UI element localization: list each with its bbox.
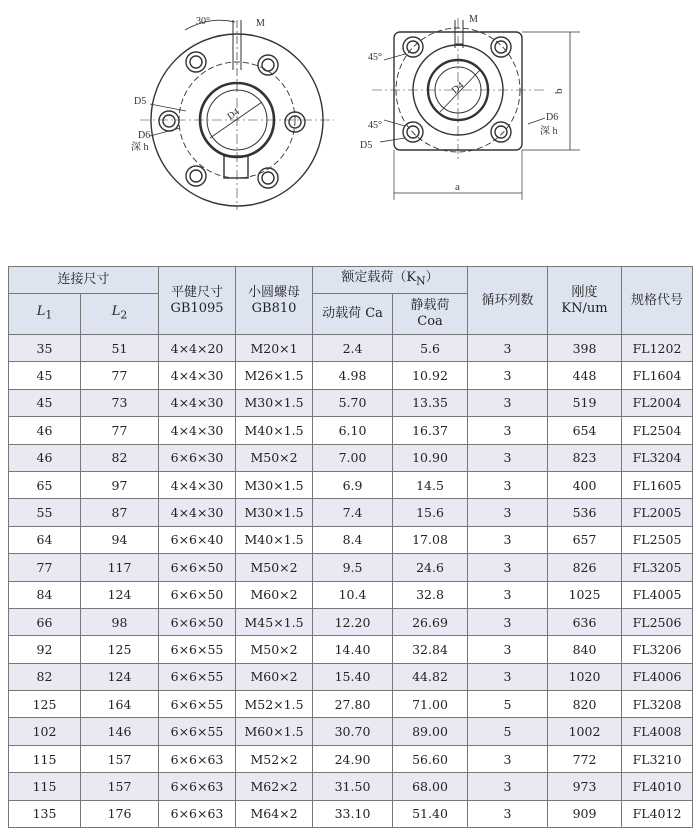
label-d4-left: D4 — [225, 106, 242, 123]
header-l1: $L_1$ — [9, 294, 81, 335]
cell-nut: M60×1.5 — [236, 718, 313, 745]
cell-l2: 125 — [81, 636, 159, 663]
cell-model-code: FL1604 — [622, 362, 693, 389]
cell-key-size: 6×6×63 — [159, 773, 236, 800]
table-row — [9, 663, 693, 690]
header-nut: 小圆螺母 GB810 — [236, 267, 313, 335]
cell-dynamic-load: 27.80 — [313, 691, 393, 718]
square-flange-drawing — [372, 18, 580, 200]
cell-static-load: 26.69 — [393, 608, 468, 635]
cell-l1: 77 — [9, 554, 81, 581]
cell-cycle-rows: 3 — [468, 745, 548, 772]
cell-l1: 102 — [9, 718, 81, 745]
cell-l1: 66 — [9, 608, 81, 635]
cell-nut: M52×1.5 — [236, 691, 313, 718]
cell-static-load: 24.6 — [393, 554, 468, 581]
cell-dynamic-load: 2.4 — [313, 335, 393, 362]
header-model-code: 规格代号 — [622, 267, 693, 335]
cell-cycle-rows: 3 — [468, 526, 548, 553]
cell-rigidity: 1025 — [548, 581, 622, 608]
cell-static-load: 44.82 — [393, 663, 468, 690]
cell-nut: M50×2 — [236, 636, 313, 663]
label-depth-left: 深 h — [131, 142, 149, 153]
cell-cycle-rows: 3 — [468, 499, 548, 526]
cell-l2: 77 — [81, 362, 159, 389]
label-m-right: M — [469, 14, 478, 25]
cell-static-load: 5.6 — [393, 335, 468, 362]
table-row — [9, 471, 693, 498]
cell-l2: 117 — [81, 554, 159, 581]
label-angle-30: 30° — [196, 16, 210, 27]
cell-key-size: 6×6×55 — [159, 636, 236, 663]
cell-rigidity: 820 — [548, 691, 622, 718]
cell-l2: 157 — [81, 745, 159, 772]
cell-nut: M30×1.5 — [236, 471, 313, 498]
cell-model-code: FL1202 — [622, 335, 693, 362]
table-row — [9, 335, 693, 362]
cell-key-size: 4×4×30 — [159, 362, 236, 389]
cell-nut: M64×2 — [236, 800, 313, 827]
cell-nut: M60×2 — [236, 581, 313, 608]
cell-cycle-rows: 3 — [468, 417, 548, 444]
cell-cycle-rows: 3 — [468, 773, 548, 800]
cell-l1: 92 — [9, 636, 81, 663]
cell-static-load: 51.40 — [393, 800, 468, 827]
cell-static-load: 32.84 — [393, 636, 468, 663]
cell-cycle-rows: 3 — [468, 389, 548, 416]
cell-dynamic-load: 15.40 — [313, 663, 393, 690]
cell-dynamic-load: 4.98 — [313, 362, 393, 389]
cell-key-size: 6×6×50 — [159, 581, 236, 608]
cell-l1: 64 — [9, 526, 81, 553]
cell-dynamic-load: 30.70 — [313, 718, 393, 745]
cell-rigidity: 973 — [548, 773, 622, 800]
cell-nut: M20×1 — [236, 335, 313, 362]
label-m-left: M — [256, 18, 265, 29]
cell-nut: M30×1.5 — [236, 389, 313, 416]
cell-static-load: 68.00 — [393, 773, 468, 800]
cell-rigidity: 657 — [548, 526, 622, 553]
cell-key-size: 4×4×30 — [159, 499, 236, 526]
cell-l1: 55 — [9, 499, 81, 526]
label-d5-left: D5 — [134, 96, 147, 107]
cell-rigidity: 1020 — [548, 663, 622, 690]
cell-key-size: 4×4×20 — [159, 335, 236, 362]
cell-rigidity: 823 — [548, 444, 622, 471]
header-key-size: 平健尺寸 GB1095 — [159, 267, 236, 335]
cell-l2: 146 — [81, 718, 159, 745]
cell-l2: 82 — [81, 444, 159, 471]
cell-rigidity: 1002 — [548, 718, 622, 745]
table-row — [9, 800, 693, 827]
label-dim-b: b — [553, 88, 565, 94]
header-cycle-rows: 循环列数 — [468, 267, 548, 335]
cell-static-load: 10.90 — [393, 444, 468, 471]
cell-l2: 164 — [81, 691, 159, 718]
flange-drawings — [0, 0, 700, 262]
cell-l2: 87 — [81, 499, 159, 526]
cell-dynamic-load: 7.4 — [313, 499, 393, 526]
cell-l2: 77 — [81, 417, 159, 444]
cell-model-code: FL4012 — [622, 800, 693, 827]
cell-nut: M62×2 — [236, 773, 313, 800]
cell-rigidity: 519 — [548, 389, 622, 416]
cell-key-size: 4×4×30 — [159, 471, 236, 498]
cell-dynamic-load: 12.20 — [313, 608, 393, 635]
cell-dynamic-load: 6.9 — [313, 471, 393, 498]
cell-l2: 176 — [81, 800, 159, 827]
cell-rigidity: 536 — [548, 499, 622, 526]
cell-l1: 45 — [9, 362, 81, 389]
cell-nut: M60×2 — [236, 663, 313, 690]
cell-rigidity: 398 — [548, 335, 622, 362]
cell-nut: M40×1.5 — [236, 417, 313, 444]
cell-dynamic-load: 31.50 — [313, 773, 393, 800]
header-row-1 — [9, 267, 693, 294]
cell-key-size: 6×6×30 — [159, 444, 236, 471]
cell-l2: 124 — [81, 663, 159, 690]
cell-l1: 82 — [9, 663, 81, 690]
cell-rigidity: 654 — [548, 417, 622, 444]
cell-dynamic-load: 9.5 — [313, 554, 393, 581]
cell-cycle-rows: 3 — [468, 800, 548, 827]
cell-model-code: FL3208 — [622, 691, 693, 718]
header-l2: $L_2$ — [81, 294, 159, 335]
label-depth-right: 深 h — [540, 126, 558, 137]
header-connection: 连接尺寸 — [9, 267, 159, 294]
label-dim-a: a — [455, 181, 460, 193]
cell-model-code: FL2506 — [622, 608, 693, 635]
cell-l2: 98 — [81, 608, 159, 635]
table-row — [9, 554, 693, 581]
cell-model-code: FL2004 — [622, 389, 693, 416]
cell-nut: M50×2 — [236, 444, 313, 471]
cell-key-size: 6×6×55 — [159, 663, 236, 690]
table-row — [9, 362, 693, 389]
cell-l1: 35 — [9, 335, 81, 362]
cell-dynamic-load: 6.10 — [313, 417, 393, 444]
cell-key-size: 6×6×50 — [159, 608, 236, 635]
cell-model-code: FL2505 — [622, 526, 693, 553]
cell-l1: 115 — [9, 745, 81, 772]
cell-key-size: 4×4×30 — [159, 389, 236, 416]
cell-static-load: 14.5 — [393, 471, 468, 498]
cell-rigidity: 840 — [548, 636, 622, 663]
table-row — [9, 636, 693, 663]
cell-l2: 51 — [81, 335, 159, 362]
cell-l1: 135 — [9, 800, 81, 827]
cell-l1: 115 — [9, 773, 81, 800]
label-d6-right: D6 — [546, 112, 559, 123]
cell-cycle-rows: 3 — [468, 663, 548, 690]
cell-dynamic-load: 5.70 — [313, 389, 393, 416]
cell-nut: M52×2 — [236, 745, 313, 772]
table-row — [9, 499, 693, 526]
cell-l2: 97 — [81, 471, 159, 498]
cell-rigidity: 448 — [548, 362, 622, 389]
cell-rigidity: 909 — [548, 800, 622, 827]
cell-cycle-rows: 3 — [468, 471, 548, 498]
cell-model-code: FL3206 — [622, 636, 693, 663]
cell-model-code: FL2504 — [622, 417, 693, 444]
cell-l2: 94 — [81, 526, 159, 553]
cell-dynamic-load: 24.90 — [313, 745, 393, 772]
cell-cycle-rows: 5 — [468, 718, 548, 745]
cell-model-code: FL3204 — [622, 444, 693, 471]
cell-cycle-rows: 3 — [468, 581, 548, 608]
cell-nut: M40×1.5 — [236, 526, 313, 553]
cell-cycle-rows: 3 — [468, 444, 548, 471]
cell-static-load: 89.00 — [393, 718, 468, 745]
table-row — [9, 773, 693, 800]
cell-static-load: 17.08 — [393, 526, 468, 553]
cell-model-code: FL4008 — [622, 718, 693, 745]
cell-l1: 125 — [9, 691, 81, 718]
cell-nut: M45×1.5 — [236, 608, 313, 635]
cell-l1: 84 — [9, 581, 81, 608]
table-row — [9, 444, 693, 471]
cell-l1: 46 — [9, 417, 81, 444]
cell-static-load: 10.92 — [393, 362, 468, 389]
cell-static-load: 56.60 — [393, 745, 468, 772]
cell-key-size: 4×4×30 — [159, 417, 236, 444]
table-row — [9, 745, 693, 772]
header-static-load: 静载荷 Coa — [393, 294, 468, 335]
label-d6-left: D6 — [138, 130, 151, 141]
cell-model-code: FL4005 — [622, 581, 693, 608]
spec-table — [8, 266, 693, 828]
cell-rigidity: 400 — [548, 471, 622, 498]
table-row — [9, 389, 693, 416]
cell-rigidity: 636 — [548, 608, 622, 635]
cell-model-code: FL4010 — [622, 773, 693, 800]
table-body — [9, 335, 693, 828]
cell-cycle-rows: 5 — [468, 691, 548, 718]
cell-cycle-rows: 3 — [468, 636, 548, 663]
cell-l1: 45 — [9, 389, 81, 416]
cell-dynamic-load: 14.40 — [313, 636, 393, 663]
cell-cycle-rows: 3 — [468, 554, 548, 581]
table-row — [9, 718, 693, 745]
table-row — [9, 526, 693, 553]
cell-key-size: 6×6×63 — [159, 745, 236, 772]
cell-static-load: 13.35 — [393, 389, 468, 416]
cell-key-size: 6×6×50 — [159, 554, 236, 581]
label-45-bottom: 45° — [368, 120, 382, 131]
cell-cycle-rows: 3 — [468, 608, 548, 635]
cell-dynamic-load: 7.00 — [313, 444, 393, 471]
cell-key-size: 6×6×55 — [159, 691, 236, 718]
label-d4-right: D4 — [449, 80, 467, 97]
cell-key-size: 6×6×40 — [159, 526, 236, 553]
label-45-top: 45° — [368, 52, 382, 63]
cell-dynamic-load: 33.10 — [313, 800, 393, 827]
cell-static-load: 16.37 — [393, 417, 468, 444]
cell-cycle-rows: 3 — [468, 362, 548, 389]
cell-l2: 73 — [81, 389, 159, 416]
table-row — [9, 417, 693, 444]
cell-dynamic-load: 10.4 — [313, 581, 393, 608]
cell-dynamic-load: 8.4 — [313, 526, 393, 553]
cell-model-code: FL4006 — [622, 663, 693, 690]
cell-key-size: 6×6×55 — [159, 718, 236, 745]
cell-l1: 65 — [9, 471, 81, 498]
header-rated-load: 额定载荷$(K_N)$ — [313, 267, 468, 294]
cell-key-size: 6×6×63 — [159, 800, 236, 827]
cell-static-load: 15.6 — [393, 499, 468, 526]
header-rigidity: 刚度 KN/um — [548, 267, 622, 335]
cell-static-load: 32.8 — [393, 581, 468, 608]
cell-nut: M30×1.5 — [236, 499, 313, 526]
cell-rigidity: 826 — [548, 554, 622, 581]
table-row — [9, 608, 693, 635]
cell-model-code: FL3205 — [622, 554, 693, 581]
cell-static-load: 71.00 — [393, 691, 468, 718]
cell-model-code: FL3210 — [622, 745, 693, 772]
label-d5-right: D5 — [360, 140, 373, 151]
cell-model-code: FL1605 — [622, 471, 693, 498]
cell-cycle-rows: 3 — [468, 335, 548, 362]
cell-l2: 124 — [81, 581, 159, 608]
cell-rigidity: 772 — [548, 745, 622, 772]
cell-l1: 46 — [9, 444, 81, 471]
cell-model-code: FL2005 — [622, 499, 693, 526]
cell-l2: 157 — [81, 773, 159, 800]
table-row — [9, 691, 693, 718]
cell-nut: M50×2 — [236, 554, 313, 581]
table-row — [9, 581, 693, 608]
header-dynamic-load: 动载荷 Ca — [313, 294, 393, 335]
cell-nut: M26×1.5 — [236, 362, 313, 389]
